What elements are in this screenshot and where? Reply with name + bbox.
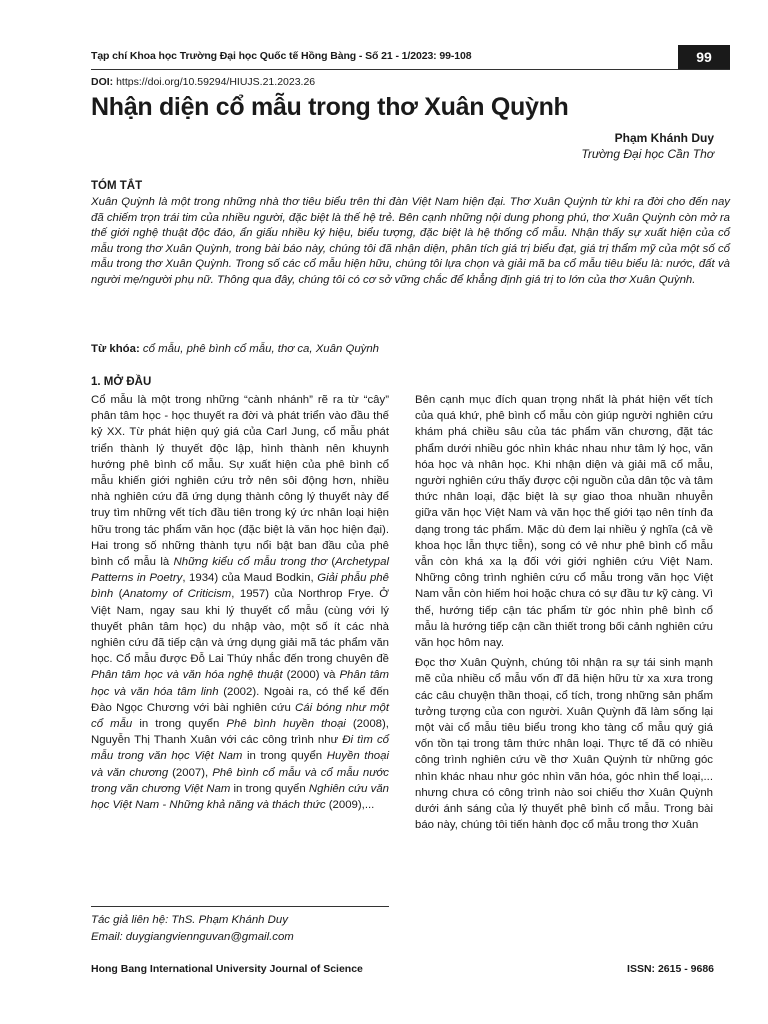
footer-journal-name: Hong Bang International University Journal of Science (91, 963, 363, 975)
journal-header: Tạp chí Khoa học Trường Đại học Quốc tế Hồng Bàng - Số 21 - 1/2023: 99-108 (91, 50, 472, 62)
doi-link[interactable]: https://doi.org/10.59294/HIUJS.21.2023.26 (113, 76, 316, 88)
abstract-text: Xuân Quỳnh là một trong những nhà thơ tiêu biểu trên thi đàn Việt Nam hiện đại. Thơ Xuân Quỳnh từ khi ra đời cho đến nay đã chiếm trọn trái tim của nhiều người, đặc biệt là thế hệ trẻ. Bên cạnh những nội dung phong phú, thơ Xuân Quỳnh còn mở ra thế giới nghệ thuật độc đáo, ẩn giấu nhiều ký hiệu, biểu tượng, đặc biệt là hệ thống cổ mẫu. Nhận thấy sự xuất hiện của cổ mẫu trong thơ Xuân Quỳnh, trong bài báo này, chúng tôi đã nhận diện, phân tích giá trị biểu đạt, giá trị thẩm mỹ của một số cổ mẫu trong thơ Xuân Quỳnh. Trong số các cổ mẫu hiện hữu, chúng tôi lựa chọn và giải mã ba cổ mẫu tiêu biểu là: nước, đất và người mẹ/người phụ nữ. Thông qua đây, chúng tôi có cơ sở vững chắc để khẳng định giá trị to lớn của thơ Xuân Quỳnh. (91, 196, 730, 286)
abstract-heading: TÓM TẮT (91, 180, 143, 192)
doi-label: DOI: (91, 76, 114, 88)
section-heading: 1. MỞ ĐẦU (91, 376, 152, 388)
body-paragraph-2: Đọc thơ Xuân Quỳnh, chúng tôi nhận ra sự tái sinh mạnh mẽ của nhiều cổ mẫu vốn đĩ đã hiện hữu từ xa xưa trong các câu chuyện thần thoại, cổ tích, trong những sản phẩm tưởng tượng của con người. Xuân Quỳnh đã làm sống lại một vài cổ mẫu tiêu biểu trong kho tàng cổ mẫu quý giá vốn tồn tại trong tâm thức nhân loại. Thực tế đã có nhiều công trình nghiên cứu về thơ Xuân Quỳnh từ những góc nhìn khác nhau như góc nhìn văn hóa, góc nhìn thể loại,... nhưng chưa có công trình nào soi chiếu thơ Xuân Quỳnh dưới ánh sáng của lý thuyết phê bình cổ mẫu. Trong bài báo này, chúng tôi tiến hành đọc cổ mẫu trong thơ Xuân (415, 657, 713, 832)
intro-paragraph: Cổ mẫu là một trong những “cành nhánh” rẽ ra từ “cây” phân tâm học - học thuyết ra đời và phát triển vào đầu thế kỷ XX. Từ phát hiện quý giá của Carl Jung, cổ mẫu phát triển thành lý thuyết độc lập, hình thành nên khuynh hướng phê bình cổ mẫu. Sự xuất hiện của phê bình cổ mẫu khiến giới nghiên cứu trở nên sôi động hơn, nhiều nhà nghiên cứu đã ứng dụng thành công lý thuyết này để truy tìm những vết tích đầu tiên trong ký ức nhân loại hiện hữu trong tác phẩm văn học (đặc biệt là văn học hiện đại). Hai trong số những thành tựu nổi bật ban đầu của phê bình cổ mẫu là Những kiểu cổ mẫu trong thơ (Archetypal Patterns in Poetry, 1934) của Maud Bodkin, Giải phẫu phê bình (Anatomy of Criticism, 1957) của Northrop Frye. Ở Việt Nam, ngay sau khi lý thuyết cổ mẫu (cùng với lý thuyết phân tâm học) du nhập vào, một số ít các nhà nghiên cứu đã tiếp cận và ứng dụng giải mã tác phẩm văn học. Cổ mẫu được Đỗ Lai Thúy nhắc đến trong chuyên đề Phân tâm học và văn hóa nghệ thuật (2000) và Phân tâm học và văn hóa tâm linh (2002). Ngoài ra, có thể kể đến Đào Ngọc Chương với bài nghiên cứu Cái bóng như một cổ mẫu in trong quyển Phê bình huyền thoại (2008), Nguyễn Thị Thanh Xuân với các công trình như Đi tìm cổ mẫu trong văn học Việt Nam in trong quyển Huyền thoại và văn chương (2007), Phê bình cổ mẫu và cổ mẫu nước trong văn chương Việt Nam in trong quyển Nghiên cứu văn học Việt Nam - Những khả năng và thách thức (2009),... (91, 394, 390, 812)
article-title: Nhận diện cổ mẫu trong thơ Xuân Quỳnh (91, 93, 569, 121)
corresponding-author: Tác giả liên hệ: ThS. Phạm Khánh Duy (91, 914, 288, 926)
author-affiliation: Trường Đại học Cần Thơ (581, 147, 714, 161)
left-column (91, 392, 389, 817)
keywords-line (91, 343, 730, 355)
right-column (415, 392, 713, 837)
footer-issn: ISSN: 2615 - 9686 (627, 963, 714, 975)
page-number: 99 (696, 49, 712, 65)
page-number-badge (678, 45, 730, 69)
doi-line (91, 76, 315, 88)
author-name: Phạm Khánh Duy (614, 131, 714, 145)
keywords-list: cổ mẫu, phê bình cổ mẫu, thơ ca, Xuân Quỳnh (139, 343, 380, 355)
author-email: Email: duygiangviennguvan@gmail.com (91, 931, 294, 943)
keywords-label: Từ khóa: (91, 343, 140, 355)
footnote-rule (91, 906, 389, 907)
body-paragraph-1: Bên cạnh mục đích quan trọng nhất là phát hiện vết tích của quá khứ, phê bình cổ mẫu còn giúp người nghiên cứu khám phá chiều sâu của tác phẩm văn chương, đặt tác phẩm dưới nhiều góc nhìn khác nhau như tâm lý học, văn hóa học và nhân học. Khi nhận diện và giải mã cổ mẫu, người nghiên cứu thấy được cội nguồn của dân tộc và tâm thức nhân loại, đặc biệt là sự giao thoa nhuần nhuyễn giữa văn học Việt Nam và văn học thế giới tạo nên tính đa dạng trong tác phẩm. Mặc dù đem lại nhiều ý nghĩa (cả về khoa học lẫn thực tiễn), song có vẻ như phê bình cổ mẫu vẫn còn khá xa lạ đối với giới nghiên cứu Việt Nam. Những công trình nghiên cứu cổ mẫu trong văn học Việt Nam vẫn còn hiếm hoi hoặc chưa có sự đầu tư kỹ càng. Vì thế, hướng tiếp cận tác phẩm từ góc nhìn phê bình cổ mẫu là hướng tiếp cận cần thiết trong bối cảnh nghiên cứu văn học hôm nay. (415, 394, 713, 650)
header-rule (91, 69, 730, 70)
